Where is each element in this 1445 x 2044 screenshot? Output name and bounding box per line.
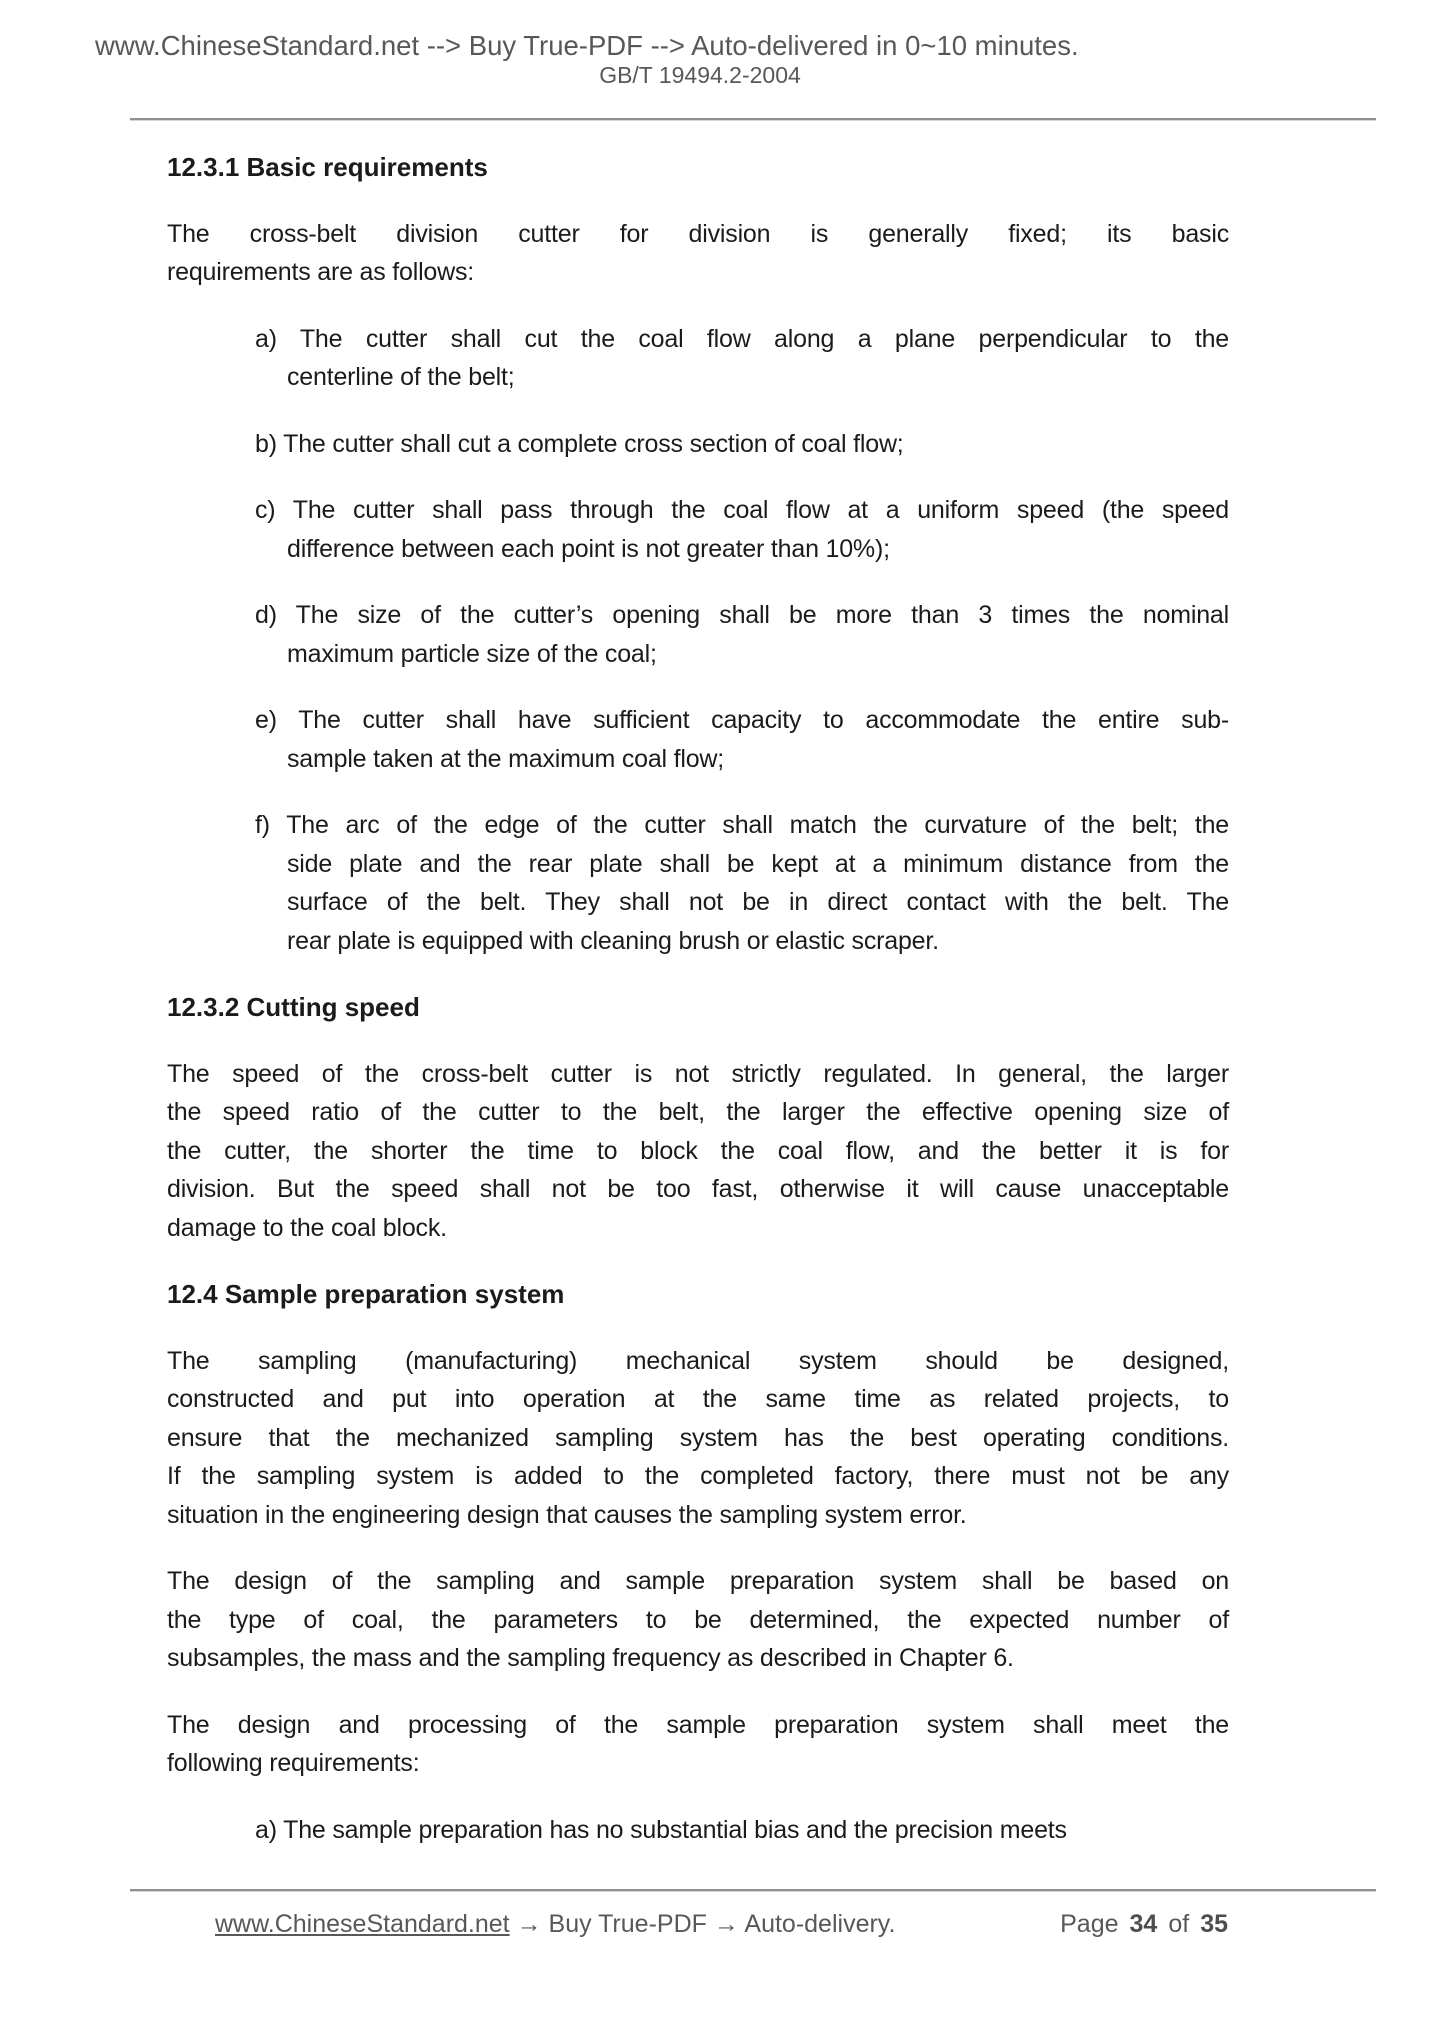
text-line: surface of the belt. They shall not be in direct contact with the belt. The (287, 888, 1229, 916)
text-line: centerline of the belt; (287, 363, 515, 391)
text-line: The design of the sampling and sample preparation system shall be based on (167, 1567, 1229, 1595)
footer-left (215, 1910, 895, 1939)
list-item (167, 701, 1229, 778)
text-line: subsamples, the mass and the sampling frequency as described in Chapter 6. (167, 1644, 1014, 1672)
text-line: situation in the engineering design that causes the sampling system error. (167, 1500, 967, 1529)
text-line: a) The cutter shall cut the coal flow along a plane perpendicular to the (255, 324, 1229, 353)
list-item (167, 425, 1229, 464)
list-item (167, 491, 1229, 568)
text-line: d) The size of the cutter’s opening shall be more than 3 times the nominal (255, 601, 1229, 629)
document-number: GB/T 19494.2-2004 (599, 62, 801, 88)
text-line: If the sampling system is added to the completed factory, there must not be any (167, 1462, 1229, 1490)
text-line: division. But the speed shall not be too fast, otherwise it will cause unacceptable (167, 1175, 1229, 1203)
footer (215, 1910, 1228, 1939)
site-banner: www.ChineseStandard.net --> Buy True-PDF --> Auto-delivered in 0~10 minutes. (95, 30, 1079, 61)
footer-rule (130, 1889, 1376, 1892)
text-line: The design and processing of the sample preparation system shall meet the (167, 1710, 1229, 1739)
text-line: the speed ratio of the cutter to the belt, the larger the effective opening size of (167, 1098, 1229, 1126)
text-line: a) The sample preparation has no substantial bias and the precision meets (255, 1815, 1067, 1844)
text-line: damage to the coal block. (167, 1213, 447, 1242)
text-line: c) The cutter shall pass through the coal flow at a uniform speed (the speed (255, 496, 1229, 524)
list-item (167, 806, 1229, 960)
text-line: The speed of the cross-belt cutter is not strictly regulated. In general, the larger (167, 1059, 1229, 1088)
list-item (167, 320, 1229, 397)
document-body (167, 148, 1229, 1877)
text-line: rear plate is equipped with cleaning brush or elastic scraper. (287, 926, 939, 955)
text-line: maximum particle size of the coal; (287, 639, 657, 668)
text-line: difference between each point is not greater than 10%); (287, 534, 890, 563)
header-rule (130, 118, 1376, 121)
text-line: The sampling (manufacturing) mechanical system should be designed, (167, 1346, 1229, 1375)
page-total: 35 (1200, 1910, 1228, 1938)
text-line: following requirements: (167, 1749, 420, 1777)
text-line: e) The cutter shall have sufficient capacity to accommodate the entire sub- (255, 706, 1229, 734)
list-item (167, 596, 1229, 673)
text-line: the type of coal, the parameters to be determined, the expected number of (167, 1605, 1229, 1634)
text-line: f) The arc of the edge of the cutter shall match the curvature of the belt; the (255, 811, 1229, 839)
paragraph (167, 1342, 1229, 1535)
text-line: the cutter, the shorter the time to block the coal flow, and the better it is for (167, 1136, 1229, 1165)
page-indicator (1060, 1910, 1228, 1939)
section-heading: 12.3.1 Basic requirements (167, 152, 488, 182)
section-heading: 12.4 Sample preparation system (167, 1279, 565, 1309)
page-label: Page (1060, 1910, 1119, 1938)
text-line: sample taken at the maximum coal flow; (287, 744, 725, 773)
page-separator: of (1168, 1910, 1190, 1938)
footer-link[interactable]: www.ChineseStandard.net (215, 1910, 510, 1938)
paragraph (167, 1055, 1229, 1248)
text-line: The cross-belt division cutter for division is generally fixed; its basic (167, 219, 1229, 248)
paragraph (167, 1706, 1229, 1783)
text-line: b) The cutter shall cut a complete cross section of coal flow; (255, 429, 904, 458)
paragraph (167, 215, 1229, 292)
section-heading: 12.3.2 Cutting speed (167, 992, 420, 1022)
footer-tagline: → Buy True-PDF → Auto-delivery. (509, 1910, 896, 1938)
text-line: requirements are as follows: (167, 258, 475, 286)
text-line: side plate and the rear plate shall be kept at a minimum distance from the (287, 849, 1229, 878)
list-item (167, 1811, 1229, 1850)
page-current: 34 (1129, 1910, 1158, 1938)
text-line: ensure that the mechanized sampling system has the best operating conditions. (167, 1423, 1229, 1452)
paragraph (167, 1562, 1229, 1678)
text-line: constructed and put into operation at the same time as related projects, to (167, 1385, 1229, 1413)
